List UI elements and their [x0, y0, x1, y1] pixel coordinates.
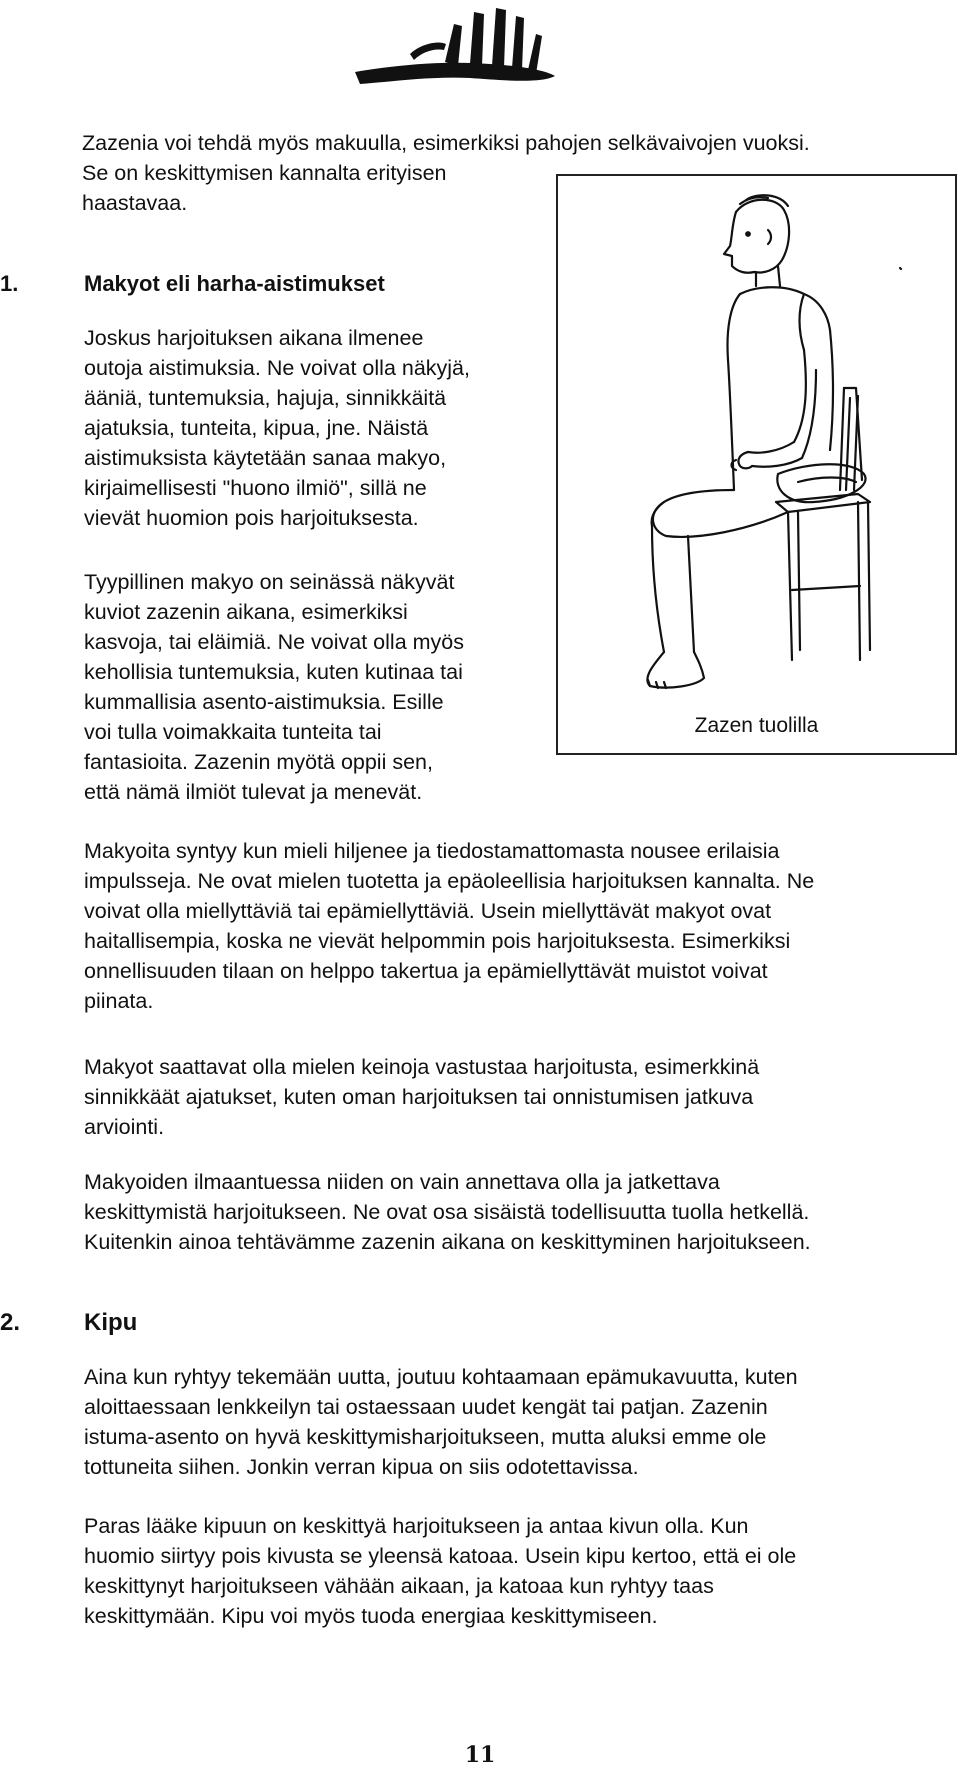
text-line: voi tulla voimakkaita tunteita tai	[84, 720, 382, 744]
text-line: fantasioita. Zazenin myötä oppii sen,	[84, 750, 433, 774]
text-line: keskittymään. Kipu voi myös tuoda energiaa keskittymiseen.	[84, 1604, 658, 1628]
text-line: aloittaessaan lenkkeilyn tai ostaessaan uudet kengät tai patjan. Zazenin	[84, 1395, 768, 1419]
text-line: voivat olla miellyttäviä tai epämiellyttäviä. Usein miellyttävät makyot ovat	[84, 899, 772, 923]
text-line: Tyypillinen makyo on seinässä näkyvät	[84, 570, 455, 594]
text-line: onnellisuuden tilaan on helppo takertua ja epämiellyttävät muistot voivat	[84, 959, 768, 983]
figure-caption: Zazen tuolilla	[694, 714, 819, 737]
text-line: outoja aistimuksia. Ne voivat olla näkyjä,	[84, 356, 470, 380]
page-number: 11	[464, 1742, 496, 1768]
text-line: että nämä ilmiöt tulevat ja menevät.	[84, 780, 423, 804]
text-line: vievät huomion pois harjoituksesta.	[84, 506, 419, 530]
section-number: 2.	[0, 1309, 21, 1336]
paragraph	[84, 567, 554, 807]
text-line: kehollisia tuntemuksia, kuten kutinaa tai	[84, 660, 463, 684]
text-line: Makyoiden ilmaantuessa niiden on vain annettava olla ja jatkettava	[84, 1170, 720, 1194]
text-line: Makyot saattavat olla mielen keinoja vastustaa harjoitusta, esimerkkinä	[84, 1055, 760, 1079]
text-line: keskittymistä harjoitukseen. Ne ovat osa sisäistä todellisuutta tuolla hetkellä.	[84, 1200, 810, 1224]
paragraph	[84, 1511, 954, 1631]
text-line: piinata.	[84, 989, 154, 1013]
text-line: Makyoita syntyy kun mieli hiljenee ja tiedostamattomasta nousee erilaisia	[84, 839, 780, 863]
text-line: istuma-asento on hyvä keskittymisharjoitukseen, mutta aluksi emme ole	[84, 1425, 767, 1449]
person-on-chair-illustration	[608, 190, 908, 710]
text-line: kirjaimellisesti "huono ilmiö", sillä ne	[84, 476, 427, 500]
text-line: kuviot zazenin aikana, esimerkiksi	[84, 600, 408, 624]
text-line: keskittynyt harjoitukseen vähään aikaan, ja katoaa kun ryhtyy taas	[84, 1574, 714, 1598]
paragraph	[84, 323, 554, 533]
section-title: Makyot eli harha-aistimukset	[84, 271, 385, 296]
paragraph	[84, 1167, 954, 1257]
text-line: impulsseja. Ne ovat mielen tuotetta ja epäoleellisia harjoituksen kannalta. Ne	[84, 869, 815, 893]
text-line: Paras lääke kipuun on keskittyä harjoitukseen ja antaa kivun olla. Kun	[84, 1514, 749, 1538]
text-line: kasvoja, tai eläimiä. Ne voivat olla myös	[84, 630, 464, 654]
text-line: sinnikkäät ajatukset, kuten oman harjoituksen tai onnistumisen jatkuva	[84, 1085, 754, 1109]
text-line: haastavaa.	[82, 191, 188, 215]
text-line: ajatuksia, tunteita, kipua, jne. Näistä	[84, 416, 429, 440]
text-line: Zazenia voi tehdä myös makuulla, esimerkiksi pahojen selkävaivojen vuoksi.	[82, 131, 810, 155]
text-line: haitallisempia, koska ne vievät helpommin pois harjoituksesta. Esimerkiksi	[84, 929, 791, 953]
text-line: kummallisia asento-aistimuksia. Esille	[84, 690, 444, 714]
paragraph	[84, 1362, 954, 1482]
calligraphy-logo	[350, 4, 560, 92]
text-line: Joskus harjoituksen aikana ilmenee	[84, 326, 424, 350]
section-title: Kipu	[84, 1309, 138, 1336]
text-line: huomio siirtyy pois kivusta se yleensä katoaa. Usein kipu kertoo, että ei ole	[84, 1544, 797, 1568]
text-line: arviointi.	[84, 1115, 165, 1139]
text-line: Se on keskittymisen kannalta erityisen	[82, 161, 447, 185]
text-line: ääniä, tuntemuksia, hajuja, sinnikkäitä	[84, 386, 447, 410]
figure-zazen-chair	[556, 174, 957, 755]
section-number: 1.	[0, 271, 19, 296]
paragraph	[84, 836, 954, 1016]
text-line: aistimuksista käytetään sanaa makyo,	[84, 446, 447, 470]
text-line: tottuneita siihen. Jonkin verran kipua on siis odotettavissa.	[84, 1455, 639, 1479]
text-line: Kuitenkin ainoa tehtävämme zazenin aikana on keskittyminen harjoitukseen.	[84, 1230, 811, 1254]
paragraph	[84, 1052, 954, 1142]
text-line: Aina kun ryhtyy tekemään uutta, joutuu kohtaamaan epämukavuutta, kuten	[84, 1365, 798, 1389]
